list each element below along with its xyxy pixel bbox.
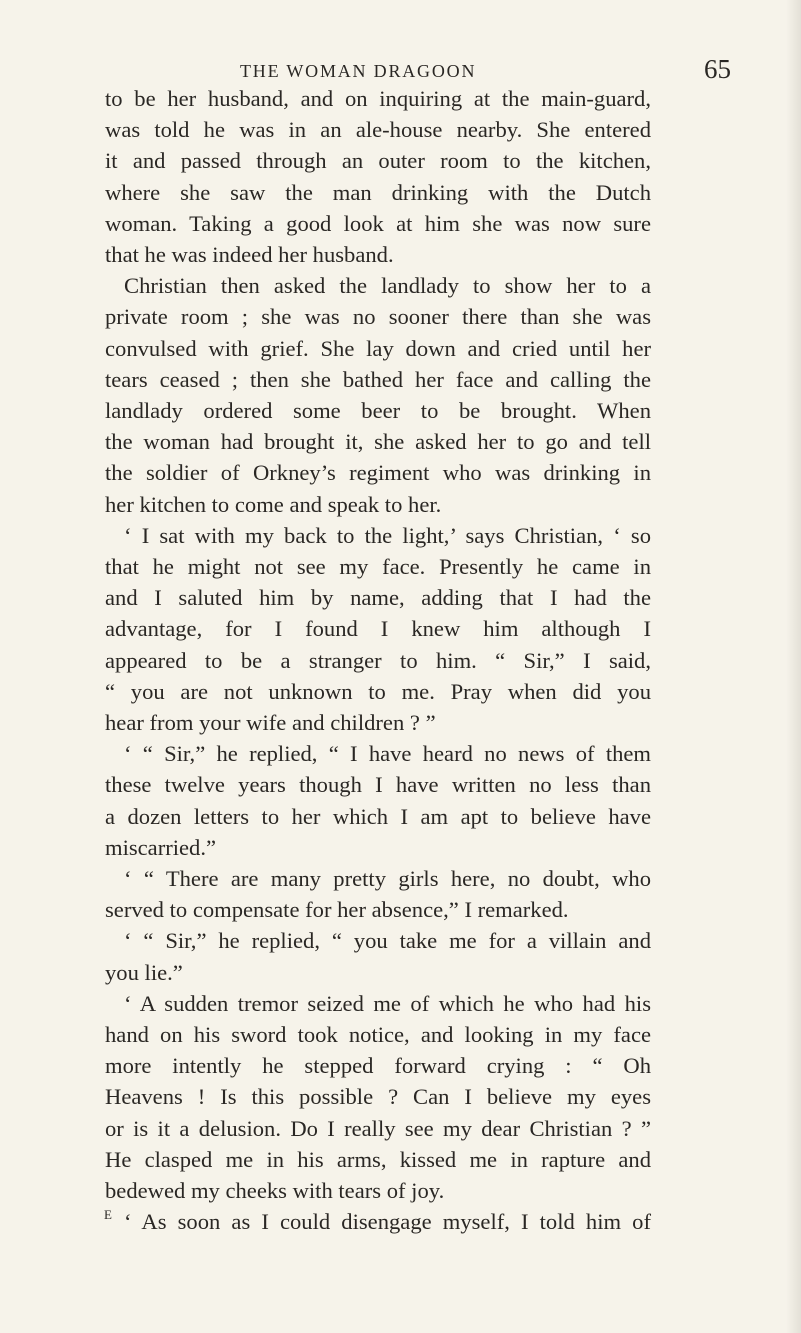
page-edge-shadow [786,0,801,1333]
text-line: convulsed with grief. She lay down and cried until her [105,336,651,361]
text-line: these twelve years though I have written no less than [105,772,651,797]
text-line: the soldier of Orkney’s regiment who was drinking in [105,460,651,485]
text-line: you lie.” [105,960,183,985]
text-line: tears ceased ; then she bathed her face and calling the [105,367,651,392]
text-line: to be her husband, and on inquiring at the main-guard, [105,86,651,111]
text-line: her kitchen to come and speak to her. [105,492,442,517]
text-line: where she saw the man drinking with the Dutch [105,180,651,205]
text-line: hand on his sword took notice, and looking in my face [105,1022,651,1047]
text-line: “ you are not unknown to me. Pray when did you [105,679,651,704]
text-line: ‘ As soon as I could disengage myself, I told him of [124,1209,651,1234]
text-line: bedewed my cheeks with tears of joy. [105,1178,445,1203]
running-title: THE WOMAN DRAGOON [240,61,477,81]
text-line: was told he was in an ale-house nearby. She entered [105,117,651,142]
text-line: Christian then asked the landlady to show her to a [124,273,651,298]
text-line: that he was indeed her husband. [105,242,394,267]
signature-mark: E [104,1207,113,1222]
text-line: ‘ I sat with my back to the light,’ says Christian, ‘ so [124,523,651,548]
text-line: miscarried.” [105,835,217,860]
text-line: advantage, for I found I knew him although I [105,616,651,641]
text-line: the woman had brought it, she asked her to go and tell [105,429,651,454]
text-line: ‘ A sudden tremor seized me of which he who had his [124,991,651,1016]
text-line: a dozen letters to her which I am apt to believe have [105,804,651,829]
text-line: ‘ “ There are many pretty girls here, no doubt, who [124,866,651,891]
text-line: it and passed through an outer room to the kitchen, [105,148,651,173]
text-line: and I saluted him by name, adding that I had the [105,585,651,610]
text-line: Heavens ! Is this possible ? Can I believe my eyes [105,1084,651,1109]
text-line: ‘ “ Sir,” he replied, “ I have heard no news of them [124,741,651,766]
text-line: ‘ “ Sir,” he replied, “ you take me for a villain and [124,928,651,953]
text-line: landlady ordered some beer to be brought. When [105,398,651,423]
text-line: served to compensate for her absence,” I remarked. [105,897,569,922]
text-line: or is it a delusion. Do I really see my dear Christian ? ” [105,1116,651,1141]
text-line: woman. Taking a good look at him she was now sure [105,211,651,236]
text-line: more intently he stepped forward crying : “ Oh [105,1053,651,1078]
text-line: appeared to be a stranger to him. “ Sir,” I said, [105,648,651,673]
page-number: 65 [704,54,731,84]
text-line: He clasped me in his arms, kissed me in rapture and [105,1147,651,1172]
text-line: that he might not see my face. Presently he came in [105,554,651,579]
text-line: hear from your wife and children ? ” [105,710,436,735]
text-line: private room ; she was no sooner there than she was [105,304,651,329]
